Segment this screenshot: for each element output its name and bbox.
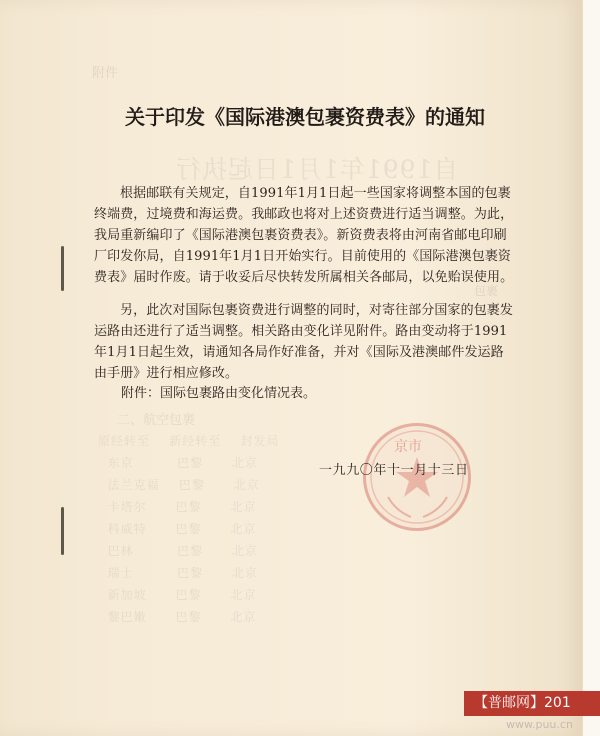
watermark-brand: 【普邮网】201	[464, 691, 600, 716]
attachment-note: 附件：国际包裹路由变化情况表。	[121, 386, 317, 401]
bleed-through-table-row: 科威特 巴黎 北京	[98, 522, 257, 536]
bleed-through-table-row: 法兰克福 巴黎 北京	[98, 478, 260, 492]
bleed-through-table-row: 原经转至 新经转至 封发局	[98, 434, 280, 448]
bleed-through-small-right: 包裹	[474, 284, 499, 298]
bleed-through-table-row: 巴林 巴黎 北京	[98, 544, 258, 558]
watermark	[464, 691, 600, 736]
bleed-through-table-row: 东京 巴黎 北京	[98, 456, 258, 470]
staple-mark-bottom	[61, 507, 64, 555]
bleed-through-table-row: 黎巴嫩 巴黎 北京	[98, 610, 257, 624]
bleed-through-table-row: 瑞士 巴黎 北京	[98, 566, 258, 580]
watermark-url: www.puu.cn	[506, 718, 573, 731]
bleed-through-table-row: 卡塔尔 巴黎 北京	[98, 500, 257, 514]
staple-mark-top	[61, 246, 64, 291]
bleed-through-mirror-line: 自1991年1月1日起执行	[175, 155, 459, 184]
bleed-through-section-head: 二、航空包裹	[117, 413, 196, 428]
document-date: 一九九〇年十一月十三日	[319, 463, 469, 478]
bleed-through-top-word: 附件	[92, 66, 119, 81]
body-paragraph-1: 根据邮联有关规定，自1991年1月1日起一些国家将调整本国的包裹终端费，过境费和海运费。我邮政也将对上述资费进行适当调整。为此，我局重新编印了《国际港澳包裹资费表》。新资费表将由河南省邮电印刷厂印发你局，自1991年1月1日开始实行。目前使用的《国际港澳包裹资费表》届时作废。请于收妥后尽快转发所属相关各邮局，以免贻误使用。	[94, 186, 514, 286]
body-paragraph-2: 另，此次对国际包裹资费进行调整的同时，对寄往部分国家的包裹发运路由还进行了适当调整。相关路由变化详见附件。路由变动将于1991年1月1日起生效，请通知各局作好准备，并对《国际及港澳邮件发运路由手册》进行相应修改。	[94, 303, 514, 382]
bleed-through-table-row: 新加坡 巴黎 北京	[98, 588, 257, 602]
seal-text: 京市	[394, 439, 422, 455]
document-title: 关于印发《国际港澳包裹资费表》的通知	[125, 105, 485, 129]
page-edge	[582, 0, 600, 736]
